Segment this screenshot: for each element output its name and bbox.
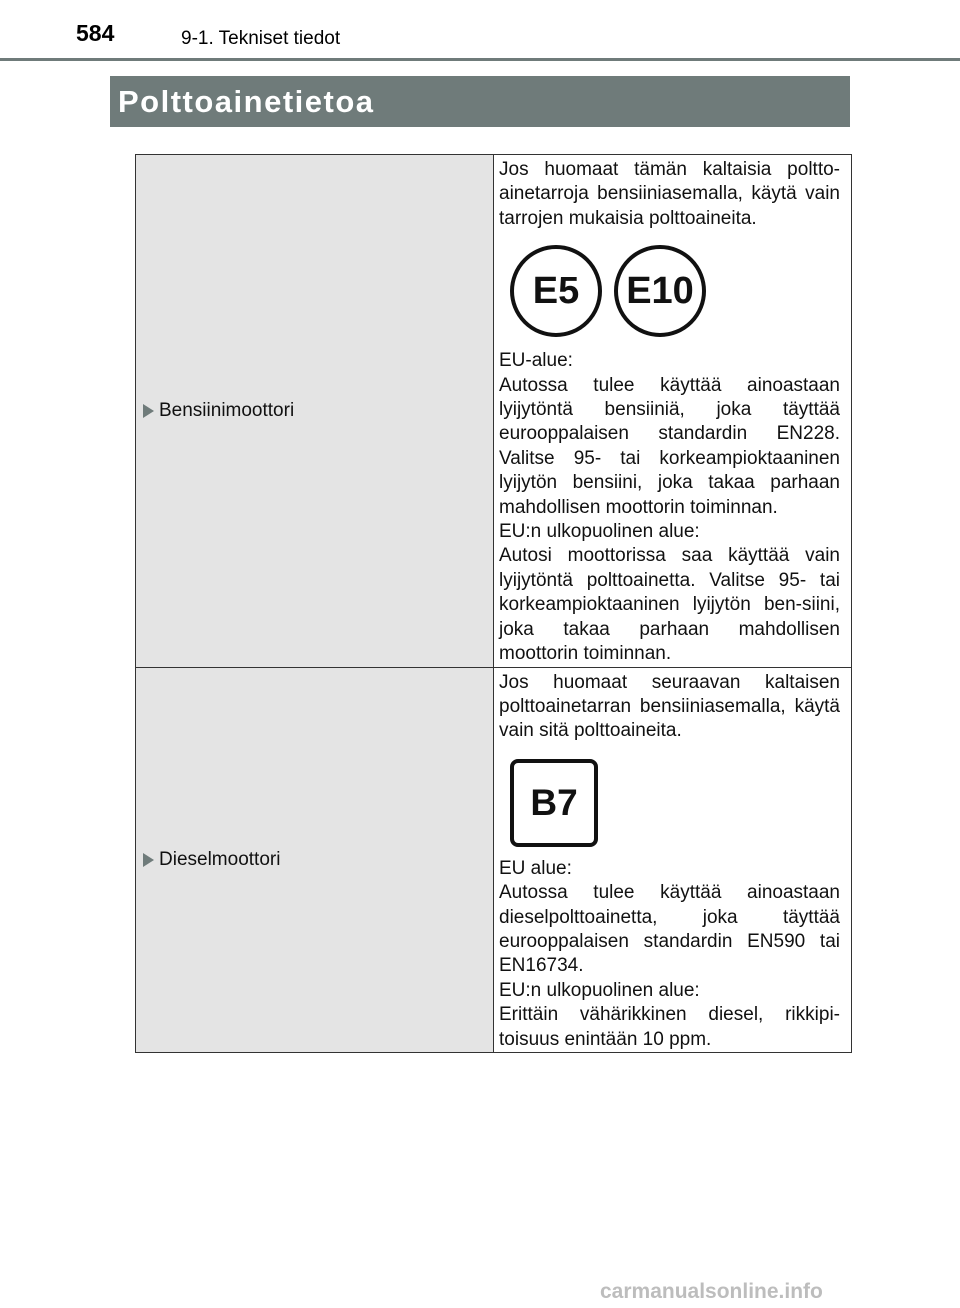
page-number: 584 [76,20,115,46]
petrol-eu-text: Autossa tulee käyttää ainoastaan lyijytöntä bensiiniä, joka täyttää eurooppalaisen standardin EN228. Valitse 95- tai korkeampioktaaninen lyijytön bensiini, joka takaa parhaan mahdollisen moottorin toiminnan. [499,374,840,518]
diesel-eu-text: Autossa tulee käyttää ainoastaan dieselpolttoainetta, joka täyttää eurooppalaisen standardin EN590 tai EN16734. [499,882,840,977]
petrol-info-cell [494,155,852,668]
header-rule [0,58,960,61]
petrol-non-eu-heading: EU:n ulkopuolinen alue: [499,521,700,543]
petrol-fuel-labels [499,231,840,349]
petrol-intro: Jos huomaat tämän kaltaisia poltto-ainetarroja bensiiniasemalla, käytä vain tarrojen mukaisia polttoaineita. [499,159,840,229]
diesel-eu-heading: EU alue: [499,857,572,879]
petrol-non-eu-text: Autosi moottorissa saa käyttää vain lyijytöntä polttoainetta. Valitse 95- tai korkeampioktaaninen lyijytön ben-siini, joka takaa parhaan mahdollisen moottorin toiminnan. [499,545,840,665]
diesel-fuel-labels [499,744,840,857]
diesel-engine-label [136,849,493,871]
petrol-engine-cell [136,155,494,668]
diesel-engine-cell [136,667,494,1052]
petrol-engine-label [136,400,493,422]
table-row-diesel [136,667,852,1052]
table-row-petrol [136,155,852,668]
fuel-info-table [135,154,852,1053]
diesel-intro: Jos huomaat seuraavan kaltaisen polttoainetarran bensiiniasemalla, käytä vain sitä polttoaineita. [499,671,840,742]
b7-fuel-label-icon: B7 [510,759,598,847]
petrol-eu-heading: EU-alue: [499,350,573,372]
triangle-bullet-icon [143,404,154,418]
section-banner [110,76,850,127]
watermark: carmanualsonline.info [600,1280,823,1303]
e10-fuel-label-icon: E10 [614,245,706,337]
petrol-engine-text: Bensiinimoottori [159,399,295,421]
diesel-non-eu-heading: EU:n ulkopuolinen alue: [499,979,700,1001]
running-header: 9-1. Tekniset tiedot [181,28,341,49]
triangle-bullet-icon [143,853,154,867]
diesel-non-eu-text: Erittäin vähärikkinen diesel, rikkipi-toisuus enintään 10 ppm. [499,1004,840,1050]
section-title: Polttoainetietoa [118,83,375,119]
e5-fuel-label-icon: E5 [510,245,602,337]
diesel-engine-text: Dieselmoottori [159,848,281,870]
diesel-info-cell [494,667,852,1052]
